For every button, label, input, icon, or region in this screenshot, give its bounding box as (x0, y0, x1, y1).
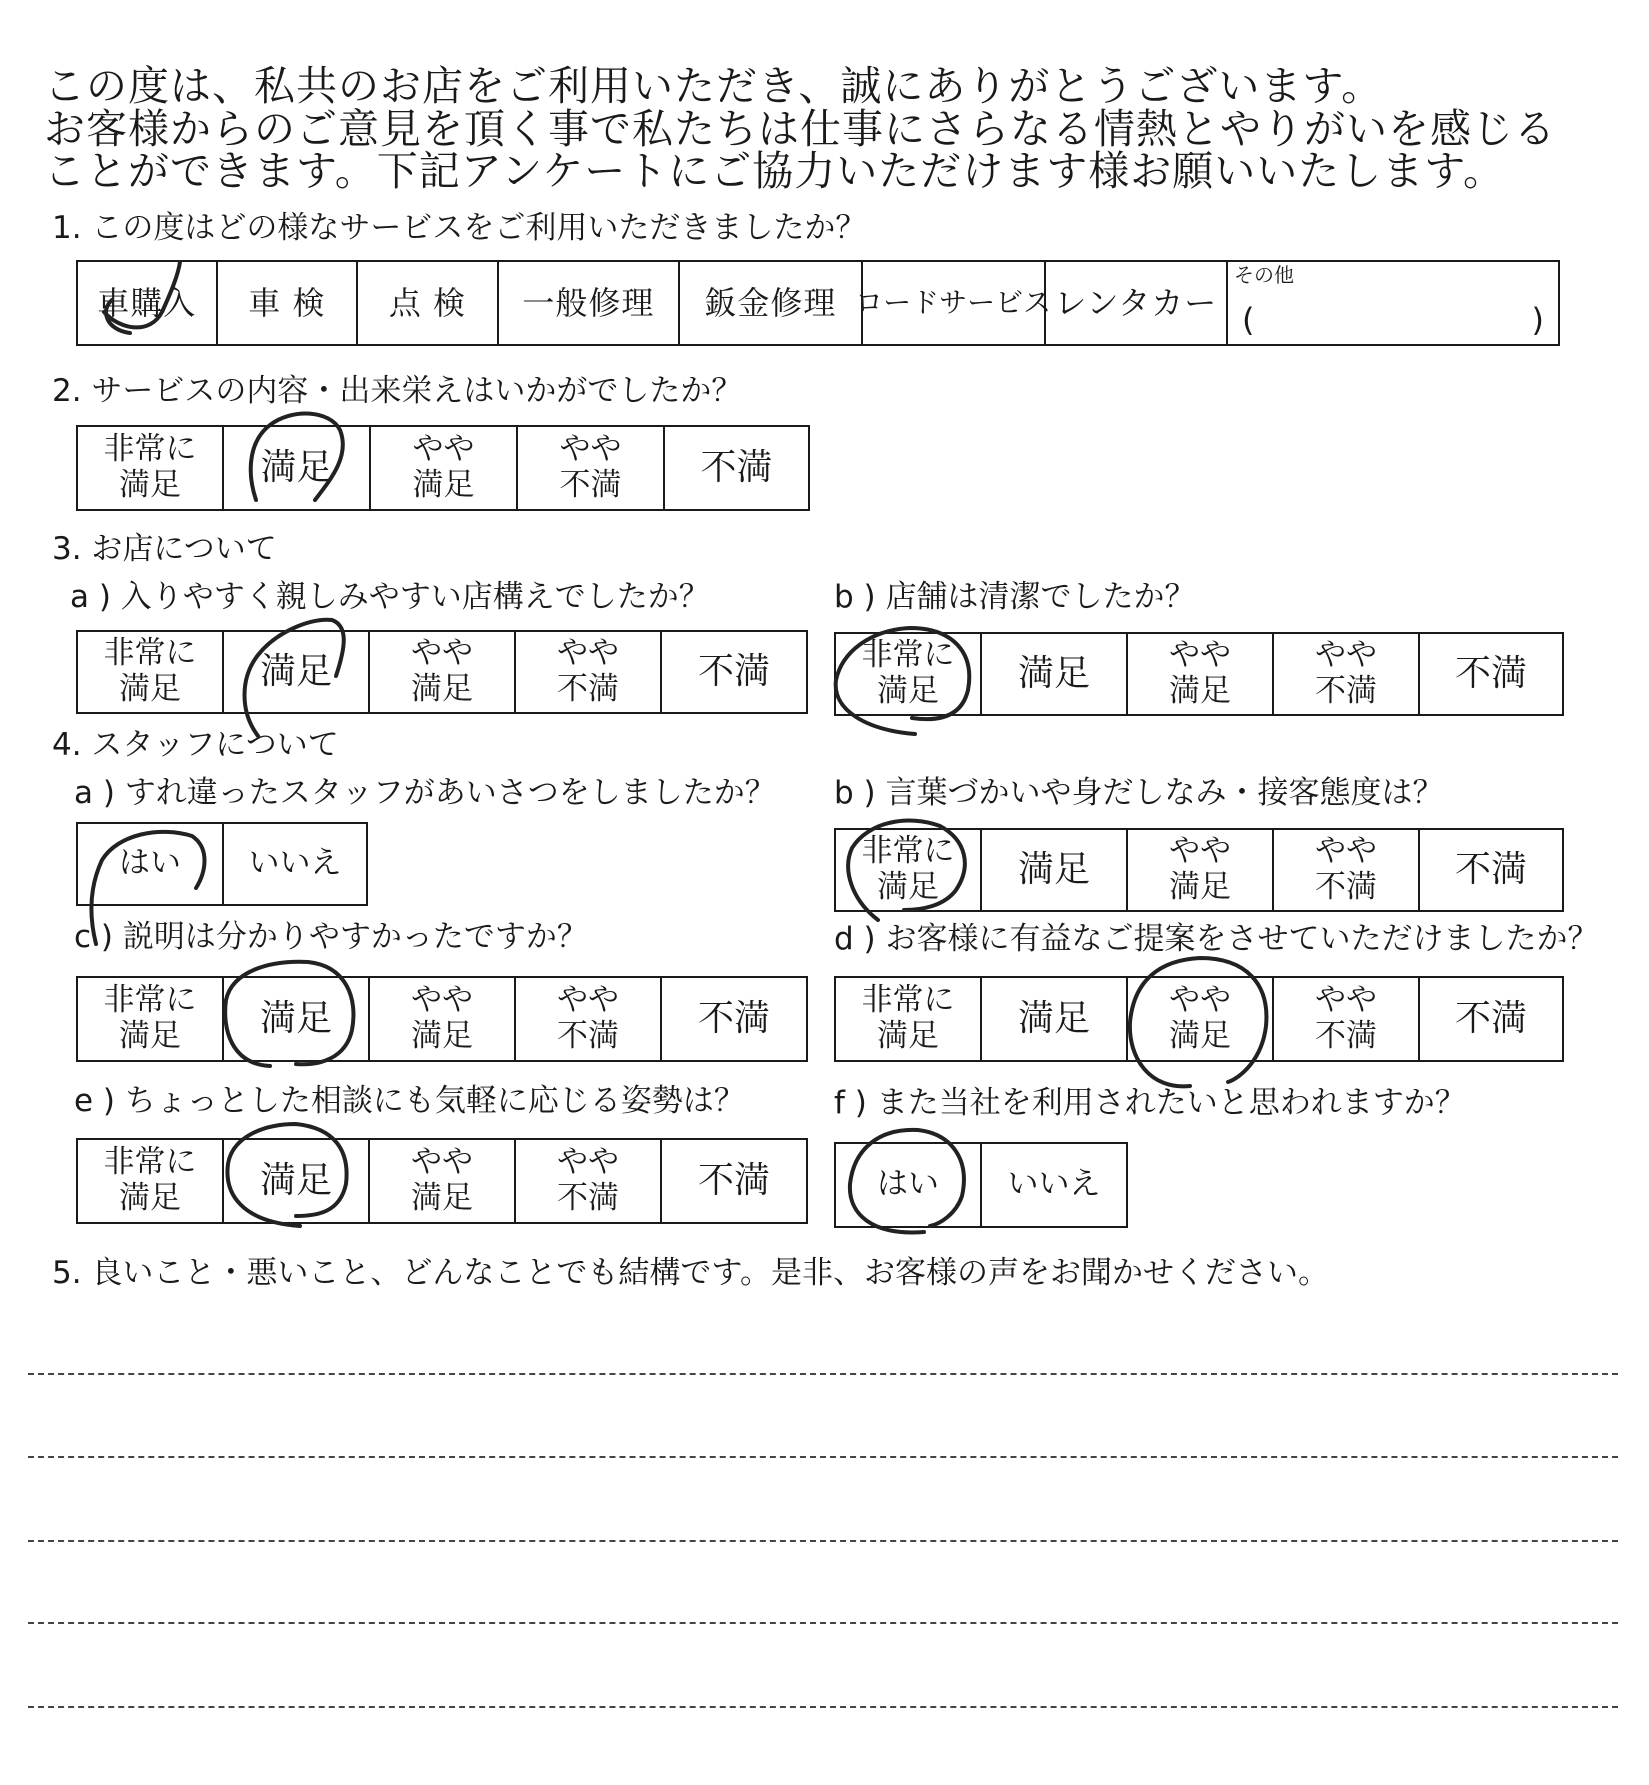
q3a-option-dissatisfied[interactable]: 不満 (697, 651, 770, 693)
q4e-options (76, 1138, 808, 1224)
q4a-title: a ) すれ違ったスタッフがあいさつをしましたか？ (74, 775, 776, 811)
q2-option-satisfied[interactable]: 満足 (224, 427, 371, 509)
q4a-option-no[interactable]: いいえ (248, 845, 342, 882)
q4d-option-very-satisfied[interactable]: 非常に 満足 (836, 978, 982, 1060)
answer-line (28, 1706, 1618, 1708)
q2-option-very-satisfied[interactable]: 非常に 満足 (78, 427, 224, 509)
q2-options (76, 425, 810, 511)
q1-option-rental-car[interactable]: レンタカー (1046, 262, 1228, 344)
q3b-title: b ) 店舗は清潔でしたか？ (834, 579, 1196, 615)
q4d-option-somewhat-dissatisfied[interactable]: やや 不満 (1274, 978, 1420, 1060)
q3a-option-satisfied[interactable]: 満足 (224, 632, 370, 712)
q4d-options (834, 976, 1564, 1062)
q4a-option-yes[interactable]: はい (78, 824, 224, 904)
q3a-option-somewhat-satisfied[interactable]: やや 満足 (370, 632, 516, 712)
q4b-option-dissatisfied[interactable]: 不満 (1454, 849, 1527, 891)
q4d-title: d ) お客様に有益なご提案をさせていただけましたか？ (834, 921, 1599, 957)
q4c-option-very-satisfied[interactable]: 非常に 満足 (78, 978, 224, 1060)
q4e-title: e ) ちょっとした相談にも気軽に応じる姿勢は？ (74, 1083, 745, 1119)
intro-line-2: お客様からのご意見を頂く事で私たちは仕事にさらなる情熱とやりがいを感じる (44, 105, 1556, 153)
q4c-option-somewhat-dissatisfied[interactable]: やや 不満 (516, 978, 662, 1060)
q4-title: 4. スタッフについて (52, 727, 339, 763)
q1-option-other[interactable] (1228, 262, 1558, 344)
q4e-option-somewhat-satisfied[interactable]: やや 満足 (370, 1140, 516, 1222)
q4d-option-satisfied[interactable]: 満足 (982, 978, 1128, 1060)
q4f-option-yes[interactable]: はい (836, 1144, 982, 1226)
q3a-options (76, 630, 808, 714)
q3b-option-very-satisfied[interactable]: 非常に 満足 (836, 634, 982, 714)
q4e-option-satisfied[interactable]: 満足 (224, 1140, 370, 1222)
q2-option-dissatisfied[interactable]: 不満 (700, 447, 773, 489)
answer-line (28, 1456, 1618, 1458)
q3a-title: a ) 入りやすく親しみやすい店構えでしたか？ (70, 579, 710, 615)
q3b-option-somewhat-satisfied[interactable]: やや 満足 (1128, 634, 1274, 714)
answer-line (28, 1373, 1618, 1375)
q3b-option-dissatisfied[interactable]: 不満 (1454, 653, 1527, 695)
q3b-option-satisfied[interactable]: 満足 (982, 634, 1128, 714)
q3b-option-somewhat-dissatisfied[interactable]: やや 不満 (1274, 634, 1420, 714)
answer-line (28, 1540, 1618, 1542)
q4c-option-somewhat-satisfied[interactable]: やや 満足 (370, 978, 516, 1060)
q4b-option-somewhat-dissatisfied[interactable]: やや 不満 (1274, 830, 1420, 910)
q2-option-somewhat-dissatisfied[interactable]: やや 不満 (518, 427, 665, 509)
q4b-option-somewhat-satisfied[interactable]: やや 満足 (1128, 830, 1274, 910)
answer-line (28, 1622, 1618, 1624)
q3-title: 3. お店について (52, 531, 277, 567)
q4f-title: f ) また当社を利用されたいと思われますか？ (834, 1085, 1466, 1121)
q4b-title: b ) 言葉づかいや身だしなみ・接客態度は？ (834, 775, 1444, 811)
intro-line-3: ことができます。下記アンケートにご協力いただけます様お願いいたします。 (44, 147, 1505, 195)
q5-title: 5. 良いこと・悪いこと、どんなことでも結構です。是非、お客様の声をお聞かせください。 (52, 1255, 1329, 1291)
q1-other-label: その他 (1234, 263, 1295, 287)
q4b-option-very-satisfied[interactable]: 非常に 満足 (836, 830, 982, 910)
q1-option-car-purchase[interactable]: 車購入 (78, 262, 218, 344)
q4e-option-dissatisfied[interactable]: 不満 (697, 1160, 770, 1202)
q4e-option-somewhat-dissatisfied[interactable]: やや 不満 (516, 1140, 662, 1222)
q3a-option-somewhat-dissatisfied[interactable]: やや 不満 (516, 632, 662, 712)
q2-option-somewhat-satisfied[interactable]: やや 満足 (371, 427, 518, 509)
q4d-option-dissatisfied[interactable]: 不満 (1454, 998, 1527, 1040)
q4e-option-very-satisfied[interactable]: 非常に 満足 (78, 1140, 224, 1222)
q1-other-paren-open: ( (1242, 301, 1255, 339)
q4c-option-satisfied[interactable]: 満足 (224, 978, 370, 1060)
q4f-option-no[interactable]: いいえ (1007, 1166, 1101, 1203)
q4f-options (834, 1142, 1128, 1228)
q4b-options (834, 828, 1564, 912)
intro-line-1: この度は、私共のお店をご利用いただき、誠にありがとうございます。 (44, 62, 1384, 110)
q3a-option-very-satisfied[interactable]: 非常に 満足 (78, 632, 224, 712)
q4a-options (76, 822, 368, 906)
q1-other-paren-close: ) (1531, 301, 1544, 339)
q1-title: 1. この度はどの様なサービスをご利用いただきましたか？ (52, 210, 867, 246)
q1-option-general-repair[interactable]: 一般修理 (499, 262, 680, 344)
q1-options (76, 260, 1560, 346)
q4d-option-somewhat-satisfied[interactable]: やや 満足 (1128, 978, 1274, 1060)
q4c-title: c ) 説明は分かりやすかったですか？ (74, 919, 588, 955)
q1-option-body-repair[interactable]: 鈑金修理 (680, 262, 862, 344)
q1-option-check[interactable]: 点 検 (358, 262, 499, 344)
q4b-option-satisfied[interactable]: 満足 (982, 830, 1128, 910)
q1-option-inspection[interactable]: 車 検 (218, 262, 359, 344)
q2-title: 2. サービスの内容・出来栄えはいかがでしたか？ (52, 373, 743, 409)
q4c-option-dissatisfied[interactable]: 不満 (697, 998, 770, 1040)
q4c-options (76, 976, 808, 1062)
q3b-options (834, 632, 1564, 716)
q1-option-road-service[interactable]: ロードサービス (863, 262, 1046, 344)
